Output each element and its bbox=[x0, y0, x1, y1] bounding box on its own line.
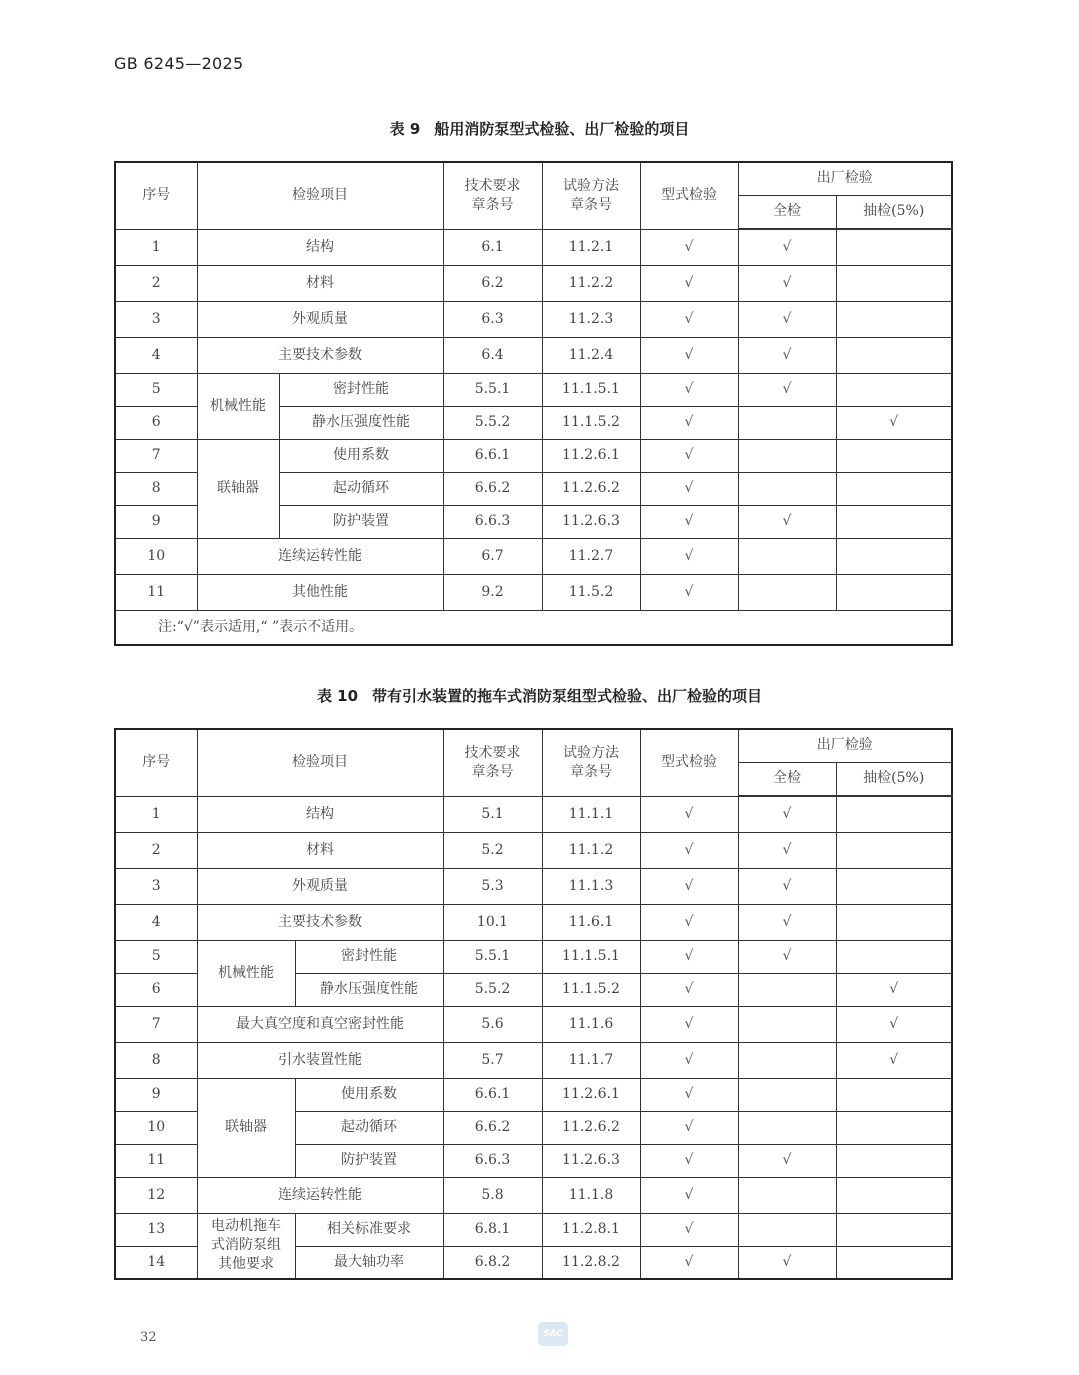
row-full-check: √ bbox=[738, 301, 836, 337]
row-type-check: √ bbox=[640, 832, 738, 868]
row-sample-check bbox=[836, 1213, 952, 1246]
row-item: 起动循环 bbox=[279, 472, 443, 505]
row-tech-req: 6.4 bbox=[443, 337, 542, 373]
row-item: 最大轴功率 bbox=[295, 1246, 443, 1279]
row-full-check: √ bbox=[738, 1246, 836, 1279]
row-test-method: 11.1.5.1 bbox=[542, 373, 640, 406]
row-full-check: √ bbox=[738, 904, 836, 940]
table-row bbox=[115, 373, 952, 406]
row-full-check bbox=[738, 1111, 836, 1144]
row-tech-req: 5.7 bbox=[443, 1042, 542, 1078]
row-seq: 14 bbox=[115, 1246, 197, 1279]
row-seq: 3 bbox=[115, 868, 197, 904]
row-test-method: 11.1.5.2 bbox=[542, 973, 640, 1006]
row-seq: 2 bbox=[115, 265, 197, 301]
row-test-method: 11.2.6.2 bbox=[542, 472, 640, 505]
row-test-method: 11.1.1 bbox=[542, 796, 640, 832]
row-seq: 11 bbox=[115, 574, 197, 610]
row-tech-req: 5.8 bbox=[443, 1177, 542, 1213]
row-seq: 7 bbox=[115, 1006, 197, 1042]
header-factory-test: 出厂检验 bbox=[738, 162, 952, 195]
row-sample-check bbox=[836, 940, 952, 973]
row-full-check bbox=[738, 574, 836, 610]
header-seq: 序号 bbox=[115, 729, 197, 796]
row-item: 静水压强度性能 bbox=[279, 406, 443, 439]
group-label bbox=[197, 1078, 295, 1177]
row-item: 外观质量 bbox=[197, 868, 443, 904]
row-type-check: √ bbox=[640, 1006, 738, 1042]
row-test-method: 11.5.2 bbox=[542, 574, 640, 610]
row-item: 结构 bbox=[197, 796, 443, 832]
table-row bbox=[115, 574, 952, 610]
group-label-line: 式消防泵组 bbox=[211, 1237, 281, 1254]
table-row bbox=[115, 229, 952, 265]
row-type-check: √ bbox=[640, 1111, 738, 1144]
group-label bbox=[197, 1213, 295, 1279]
row-sample-check bbox=[836, 574, 952, 610]
group-label-line: 机械性能 bbox=[210, 397, 266, 414]
row-full-check bbox=[738, 1213, 836, 1246]
row-tech-req: 9.2 bbox=[443, 574, 542, 610]
row-seq: 10 bbox=[115, 538, 197, 574]
row-item: 连续运转性能 bbox=[197, 1177, 443, 1213]
row-sample-check bbox=[836, 1246, 952, 1279]
row-type-check: √ bbox=[640, 973, 738, 1006]
row-test-method: 11.2.6.1 bbox=[542, 439, 640, 472]
row-item: 结构 bbox=[197, 229, 443, 265]
header-factory-test: 出厂检验 bbox=[738, 729, 952, 762]
header-tech-req: 技术要求 章条号 bbox=[443, 729, 542, 796]
row-tech-req: 6.7 bbox=[443, 538, 542, 574]
row-test-method: 11.2.6.3 bbox=[542, 505, 640, 538]
table10 bbox=[114, 728, 953, 1280]
row-sample-check: √ bbox=[836, 1042, 952, 1078]
group-label bbox=[197, 373, 279, 439]
row-seq: 9 bbox=[115, 1078, 197, 1111]
row-full-check: √ bbox=[738, 373, 836, 406]
row-seq: 5 bbox=[115, 940, 197, 973]
row-tech-req: 6.6.1 bbox=[443, 1078, 542, 1111]
table9-caption-number: 表 9 bbox=[389, 120, 421, 138]
row-type-check: √ bbox=[640, 868, 738, 904]
table-row bbox=[115, 301, 952, 337]
row-seq: 12 bbox=[115, 1177, 197, 1213]
row-tech-req: 6.1 bbox=[443, 229, 542, 265]
row-tech-req: 6.8.1 bbox=[443, 1213, 542, 1246]
row-type-check: √ bbox=[640, 406, 738, 439]
header-sample-check: 抽检(5%) bbox=[836, 762, 952, 796]
row-sample-check bbox=[836, 265, 952, 301]
row-tech-req: 5.6 bbox=[443, 1006, 542, 1042]
header-sample-check: 抽检(5%) bbox=[836, 195, 952, 229]
row-full-check: √ bbox=[738, 505, 836, 538]
row-tech-req: 6.2 bbox=[443, 265, 542, 301]
row-sample-check bbox=[836, 301, 952, 337]
row-full-check bbox=[738, 1042, 836, 1078]
row-type-check: √ bbox=[640, 373, 738, 406]
table-row bbox=[115, 1177, 952, 1213]
row-seq: 5 bbox=[115, 373, 197, 406]
row-type-check: √ bbox=[640, 538, 738, 574]
row-sample-check: √ bbox=[836, 1006, 952, 1042]
row-seq: 7 bbox=[115, 439, 197, 472]
row-test-method: 11.1.7 bbox=[542, 1042, 640, 1078]
row-seq: 2 bbox=[115, 832, 197, 868]
header-item: 检验项目 bbox=[197, 162, 443, 229]
header-test-method: 试验方法 章条号 bbox=[542, 729, 640, 796]
table-row bbox=[115, 940, 952, 973]
row-test-method: 11.1.5.1 bbox=[542, 940, 640, 973]
row-item: 外观质量 bbox=[197, 301, 443, 337]
row-type-check: √ bbox=[640, 574, 738, 610]
row-test-method: 11.6.1 bbox=[542, 904, 640, 940]
group-label-line: 联轴器 bbox=[225, 1119, 267, 1136]
header-type-test: 型式检验 bbox=[640, 162, 738, 229]
row-full-check: √ bbox=[738, 868, 836, 904]
table-row bbox=[115, 265, 952, 301]
header-type-test: 型式检验 bbox=[640, 729, 738, 796]
row-sample-check bbox=[836, 832, 952, 868]
row-type-check: √ bbox=[640, 940, 738, 973]
row-tech-req: 5.5.1 bbox=[443, 373, 542, 406]
table10-caption-number: 表 10 bbox=[316, 687, 359, 705]
row-full-check: √ bbox=[738, 229, 836, 265]
table10-caption-title: 带有引水装置的拖车式消防泵组型式检验、出厂检验的项目 bbox=[372, 687, 763, 705]
table-row bbox=[115, 796, 952, 832]
group-label-line: 机械性能 bbox=[218, 964, 274, 981]
row-sample-check bbox=[836, 1111, 952, 1144]
row-full-check: √ bbox=[738, 337, 836, 373]
row-seq: 8 bbox=[115, 472, 197, 505]
header-full-check: 全检 bbox=[738, 195, 836, 229]
row-test-method: 11.2.6.3 bbox=[542, 1144, 640, 1177]
row-type-check: √ bbox=[640, 505, 738, 538]
row-item: 材料 bbox=[197, 832, 443, 868]
row-tech-req: 10.1 bbox=[443, 904, 542, 940]
row-type-check: √ bbox=[640, 301, 738, 337]
page-number: 32 bbox=[140, 1330, 157, 1345]
row-type-check: √ bbox=[640, 229, 738, 265]
row-full-check: √ bbox=[738, 796, 836, 832]
row-type-check: √ bbox=[640, 1213, 738, 1246]
row-tech-req: 6.6.3 bbox=[443, 505, 542, 538]
row-sample-check bbox=[836, 337, 952, 373]
row-tech-req: 6.6.3 bbox=[443, 1144, 542, 1177]
row-test-method: 11.2.8.1 bbox=[542, 1213, 640, 1246]
row-seq: 1 bbox=[115, 229, 197, 265]
row-type-check: √ bbox=[640, 265, 738, 301]
row-item: 密封性能 bbox=[279, 373, 443, 406]
group-label bbox=[197, 439, 279, 538]
row-test-method: 11.2.4 bbox=[542, 337, 640, 373]
row-sample-check bbox=[836, 1078, 952, 1111]
row-full-check: √ bbox=[738, 1144, 836, 1177]
row-item: 连续运转性能 bbox=[197, 538, 443, 574]
row-test-method: 11.2.1 bbox=[542, 229, 640, 265]
row-sample-check bbox=[836, 439, 952, 472]
row-item: 使用系数 bbox=[279, 439, 443, 472]
header-tech-req: 技术要求 章条号 bbox=[443, 162, 542, 229]
row-sample-check bbox=[836, 505, 952, 538]
row-test-method: 11.2.6.1 bbox=[542, 1078, 640, 1111]
row-type-check: √ bbox=[640, 337, 738, 373]
row-item: 静水压强度性能 bbox=[295, 973, 443, 1006]
row-type-check: √ bbox=[640, 1177, 738, 1213]
row-full-check bbox=[738, 1078, 836, 1111]
row-full-check bbox=[738, 1177, 836, 1213]
row-seq: 6 bbox=[115, 406, 197, 439]
row-seq: 6 bbox=[115, 973, 197, 1006]
row-seq: 4 bbox=[115, 337, 197, 373]
header-full-check: 全检 bbox=[738, 762, 836, 796]
row-sample-check bbox=[836, 472, 952, 505]
row-test-method: 11.2.6.2 bbox=[542, 1111, 640, 1144]
row-full-check bbox=[738, 538, 836, 574]
row-tech-req: 6.6.2 bbox=[443, 472, 542, 505]
table-note: 注:“√”表示适用,“ ”表示不适用。 bbox=[115, 610, 952, 645]
table-row bbox=[115, 832, 952, 868]
row-sample-check bbox=[836, 1177, 952, 1213]
row-item: 其他性能 bbox=[197, 574, 443, 610]
row-item: 密封性能 bbox=[295, 940, 443, 973]
table-row bbox=[115, 439, 952, 472]
row-sample-check bbox=[836, 1144, 952, 1177]
table-row bbox=[115, 868, 952, 904]
row-item: 防护装置 bbox=[279, 505, 443, 538]
row-sample-check bbox=[836, 904, 952, 940]
table-row bbox=[115, 1006, 952, 1042]
row-type-check: √ bbox=[640, 1144, 738, 1177]
row-sample-check bbox=[836, 868, 952, 904]
row-item: 引水装置性能 bbox=[197, 1042, 443, 1078]
row-seq: 4 bbox=[115, 904, 197, 940]
table-row bbox=[115, 337, 952, 373]
row-item: 起动循环 bbox=[295, 1111, 443, 1144]
header-item: 检验项目 bbox=[197, 729, 443, 796]
row-test-method: 11.2.2 bbox=[542, 265, 640, 301]
row-full-check bbox=[738, 406, 836, 439]
header-seq: 序号 bbox=[115, 162, 197, 229]
row-full-check bbox=[738, 439, 836, 472]
row-test-method: 11.1.8 bbox=[542, 1177, 640, 1213]
row-test-method: 11.1.5.2 bbox=[542, 406, 640, 439]
row-tech-req: 5.1 bbox=[443, 796, 542, 832]
row-seq: 11 bbox=[115, 1144, 197, 1177]
row-item: 防护装置 bbox=[295, 1144, 443, 1177]
group-label bbox=[197, 940, 295, 1006]
row-tech-req: 6.8.2 bbox=[443, 1246, 542, 1279]
row-test-method: 11.2.8.2 bbox=[542, 1246, 640, 1279]
row-sample-check bbox=[836, 373, 952, 406]
table9 bbox=[114, 161, 953, 646]
group-label-line: 其他要求 bbox=[218, 1256, 274, 1273]
table-row bbox=[115, 1078, 952, 1111]
table-row bbox=[115, 1042, 952, 1078]
row-test-method: 11.1.3 bbox=[542, 868, 640, 904]
row-sample-check: √ bbox=[836, 973, 952, 1006]
row-seq: 10 bbox=[115, 1111, 197, 1144]
row-full-check: √ bbox=[738, 832, 836, 868]
row-full-check: √ bbox=[738, 265, 836, 301]
row-seq: 3 bbox=[115, 301, 197, 337]
table-row bbox=[115, 1213, 952, 1246]
row-type-check: √ bbox=[640, 1078, 738, 1111]
row-item: 使用系数 bbox=[295, 1078, 443, 1111]
row-item: 主要技术参数 bbox=[197, 904, 443, 940]
row-full-check bbox=[738, 472, 836, 505]
row-type-check: √ bbox=[640, 904, 738, 940]
group-label-line: 联轴器 bbox=[217, 480, 259, 497]
row-tech-req: 5.2 bbox=[443, 832, 542, 868]
standard-code: GB 6245—2025 bbox=[114, 54, 244, 73]
note-row bbox=[115, 610, 952, 645]
table9-caption bbox=[0, 118, 1079, 139]
row-sample-check bbox=[836, 538, 952, 574]
row-test-method: 11.2.7 bbox=[542, 538, 640, 574]
row-type-check: √ bbox=[640, 439, 738, 472]
table-row bbox=[115, 538, 952, 574]
row-seq: 9 bbox=[115, 505, 197, 538]
row-tech-req: 6.6.1 bbox=[443, 439, 542, 472]
row-type-check: √ bbox=[640, 1246, 738, 1279]
row-full-check bbox=[738, 1006, 836, 1042]
row-test-method: 11.2.3 bbox=[542, 301, 640, 337]
table-row bbox=[115, 904, 952, 940]
row-test-method: 11.1.6 bbox=[542, 1006, 640, 1042]
row-item: 最大真空度和真空密封性能 bbox=[197, 1006, 443, 1042]
table9-caption-title: 船用消防泵型式检验、出厂检验的项目 bbox=[434, 120, 690, 138]
group-label-line: 电动机拖车 bbox=[211, 1218, 281, 1235]
row-tech-req: 5.5.1 bbox=[443, 940, 542, 973]
row-full-check bbox=[738, 973, 836, 1006]
row-seq: 1 bbox=[115, 796, 197, 832]
row-tech-req: 6.3 bbox=[443, 301, 542, 337]
sac-logo: SAC bbox=[538, 1322, 568, 1346]
row-type-check: √ bbox=[640, 1042, 738, 1078]
row-type-check: √ bbox=[640, 796, 738, 832]
row-item: 材料 bbox=[197, 265, 443, 301]
row-tech-req: 6.6.2 bbox=[443, 1111, 542, 1144]
row-test-method: 11.1.2 bbox=[542, 832, 640, 868]
row-sample-check bbox=[836, 229, 952, 265]
row-item: 主要技术参数 bbox=[197, 337, 443, 373]
row-tech-req: 5.5.2 bbox=[443, 406, 542, 439]
row-sample-check bbox=[836, 796, 952, 832]
table10-caption bbox=[0, 685, 1079, 706]
row-seq: 8 bbox=[115, 1042, 197, 1078]
header-test-method: 试验方法 章条号 bbox=[542, 162, 640, 229]
row-tech-req: 5.3 bbox=[443, 868, 542, 904]
row-full-check: √ bbox=[738, 940, 836, 973]
row-type-check: √ bbox=[640, 472, 738, 505]
row-tech-req: 5.5.2 bbox=[443, 973, 542, 1006]
row-seq: 13 bbox=[115, 1213, 197, 1246]
row-sample-check: √ bbox=[836, 406, 952, 439]
row-item: 相关标准要求 bbox=[295, 1213, 443, 1246]
